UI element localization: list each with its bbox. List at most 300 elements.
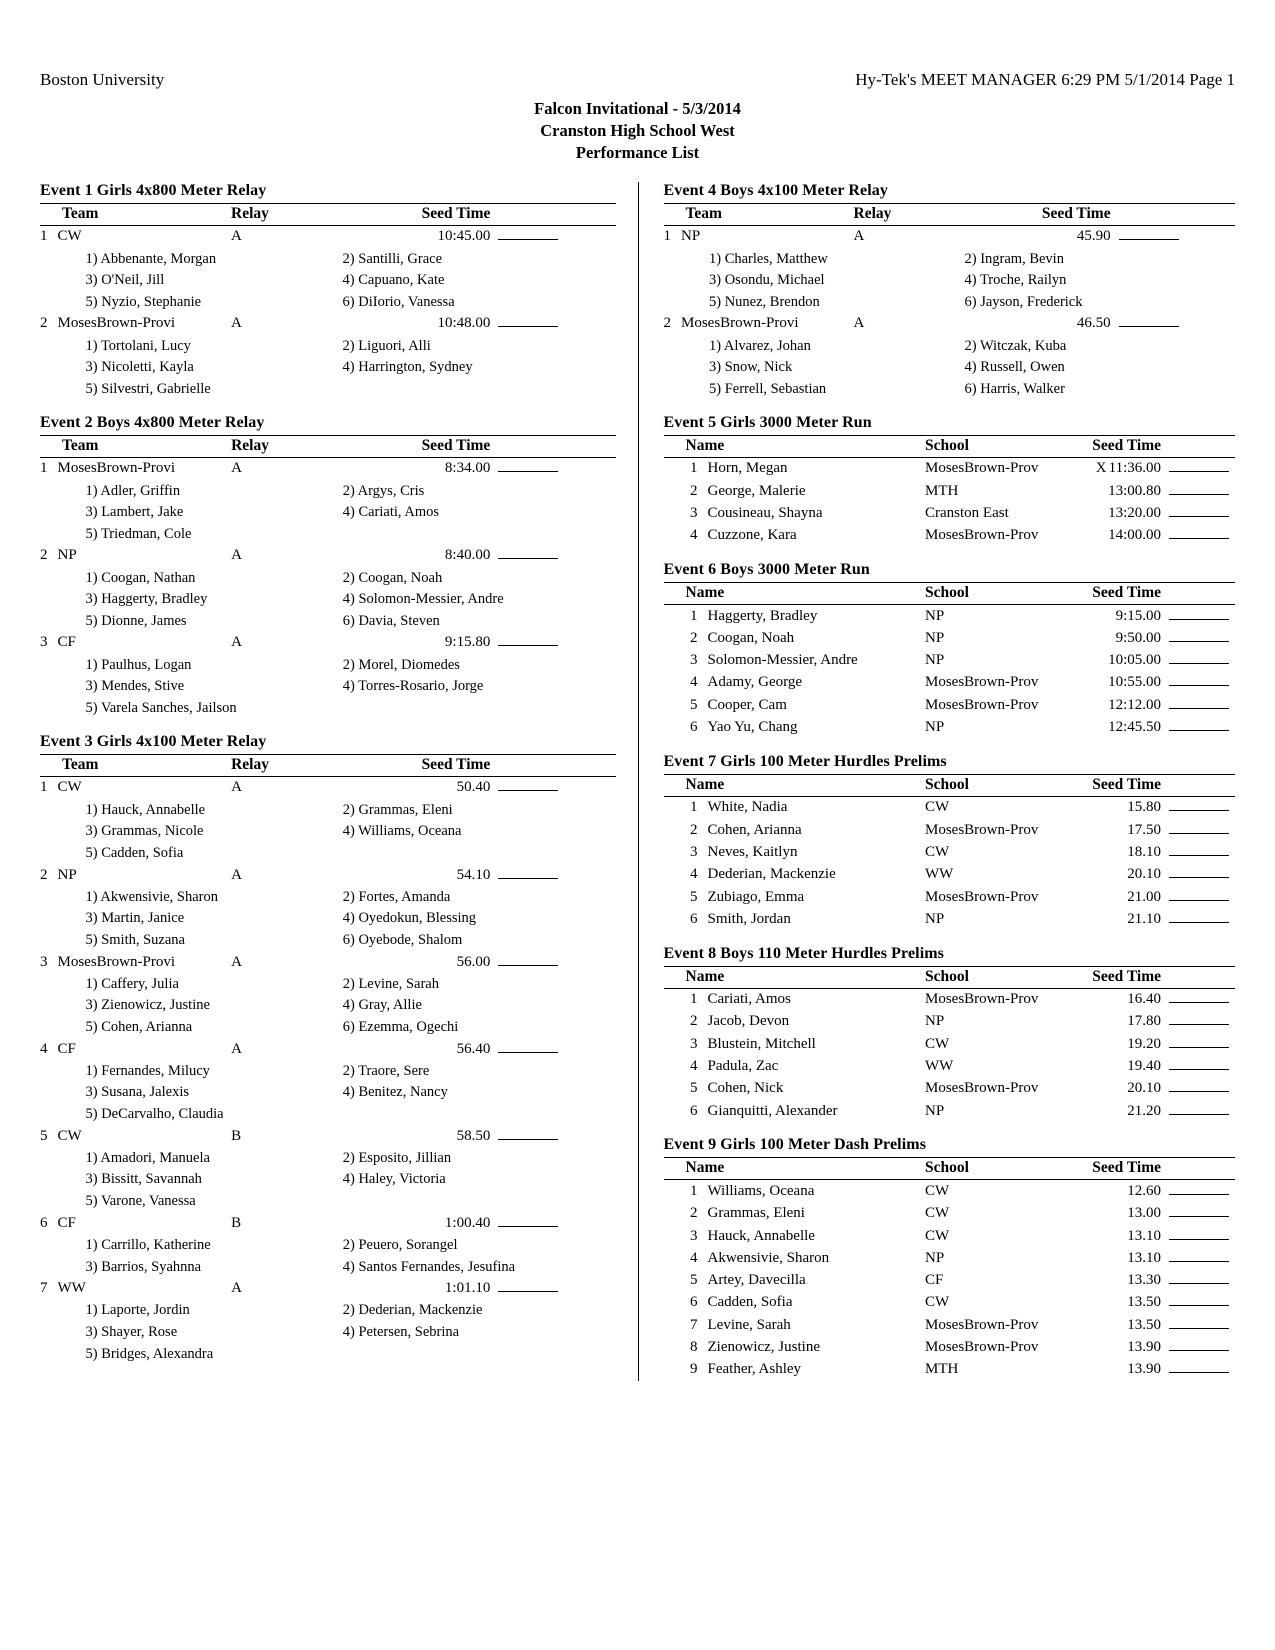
athlete-name-cell: Cariati, Amos <box>707 991 791 1008</box>
result-blank-cell <box>1111 313 1235 335</box>
athlete-name-cell: White, Nadia <box>707 799 788 816</box>
event-title: Event 7 Girls 100 Meter Hurdles Prelims <box>663 752 947 770</box>
athlete-name-cell: Gianquitti, Alexander <box>707 1102 838 1119</box>
result-blank-cell <box>490 1278 615 1300</box>
relay-athlete-name: 3) Zienowicz, Justine <box>85 997 210 1014</box>
result-blank-cell <box>1161 1270 1235 1292</box>
relay-athlete-name: 4) Torres-Rosario, Jorge <box>342 678 484 695</box>
relay-athlete-name: 1) Hauck, Annabelle <box>85 801 206 818</box>
table-row <box>40 457 616 480</box>
seed-time-cell: 13.10 <box>1127 1249 1161 1266</box>
spacer-cell <box>664 357 682 379</box>
spacer-cell <box>40 908 58 930</box>
relay-athlete-row <box>40 610 616 632</box>
place-cell: 1 <box>663 228 671 245</box>
result-blank-cell <box>1161 1314 1235 1336</box>
seed-time-cell: 19.40 <box>1127 1058 1161 1075</box>
write-in-line <box>1169 991 1229 1003</box>
result-blank-cell <box>490 545 615 567</box>
result-blank-cell <box>1161 841 1235 863</box>
relay-athlete-name: 3) Mendes, Stive <box>85 678 185 695</box>
spacer-cell <box>664 335 682 357</box>
write-in-line <box>1119 315 1179 327</box>
relay-athlete-name: 1) Adler, Griffin <box>85 482 181 499</box>
column-header <box>1161 966 1235 988</box>
result-blank-cell <box>1161 1225 1235 1247</box>
table-row <box>664 1180 1236 1203</box>
relay-athlete-name: 1) Laporte, Jordin <box>85 1302 190 1319</box>
relay-athlete-row <box>664 270 1236 292</box>
seed-time-cell: 13:00.80 <box>1108 482 1161 499</box>
result-blank-cell <box>490 1212 615 1234</box>
table-row <box>664 502 1236 524</box>
result-blank-cell <box>1161 627 1235 649</box>
relay-athlete-name: 3) Susana, Jalexis <box>85 1084 189 1101</box>
column-header <box>1161 1158 1235 1180</box>
school-cell: MosesBrown-Prov <box>925 527 1039 544</box>
column-header: Seed Time <box>337 435 491 457</box>
event-title: Event 8 Boys 110 Meter Hurdles Prelims <box>663 944 945 962</box>
spacer-cell <box>40 378 58 400</box>
table-row <box>40 1212 616 1234</box>
result-blank-cell <box>490 1038 615 1060</box>
relay-letter-cell: A <box>231 634 242 651</box>
relay-athlete-name: 5) Cadden, Sofia <box>85 844 184 861</box>
relay-athlete-name: 5) Smith, Suzana <box>85 931 185 948</box>
relay-athlete-row <box>40 357 616 379</box>
write-in-line <box>1169 1205 1229 1217</box>
seed-time-cell: 8:34.00 <box>444 460 491 477</box>
seed-time-cell: 19.20 <box>1127 1035 1161 1052</box>
relay-letter-cell: A <box>853 315 865 332</box>
table-row <box>664 457 1236 480</box>
column-header: Team <box>664 203 854 225</box>
write-in-line <box>1169 1294 1229 1306</box>
school-cell: CF <box>925 1272 944 1289</box>
event-table <box>664 435 1236 547</box>
write-in-line <box>1119 228 1179 240</box>
school-cell: MosesBrown-Prov <box>925 821 1039 838</box>
relay-athlete-row <box>40 973 616 995</box>
write-in-line <box>498 779 558 791</box>
seed-time-cell: 21.10 <box>1127 910 1161 927</box>
table-header-row <box>40 203 616 225</box>
relay-athlete-name: 4) Russell, Owen <box>964 359 1065 376</box>
school-cell: NP <box>925 910 945 927</box>
spacer-cell <box>40 676 58 698</box>
table-header-row <box>664 966 1236 988</box>
school-cell: CW <box>925 1227 950 1244</box>
result-blank-cell <box>1161 1247 1235 1269</box>
column-header: Name <box>664 435 926 457</box>
place-cell: 5 <box>690 1272 698 1289</box>
event-table <box>40 754 616 1365</box>
place-cell: 4 <box>690 866 698 883</box>
relay-athlete-row <box>40 676 616 698</box>
relay-athlete-name: 5) Cohen, Arianna <box>85 1018 193 1035</box>
relay-athlete-name: 3) Grammas, Nicole <box>85 823 204 840</box>
relay-athlete-name: 1) Coogan, Nathan <box>85 569 196 586</box>
column-header: Relay <box>231 754 337 776</box>
result-blank-cell <box>1161 694 1235 716</box>
relay-athlete-name: 5) Silvestri, Gabrielle <box>85 380 211 397</box>
seed-time-cell: 56.00 <box>456 953 491 970</box>
relay-athlete-name <box>337 842 616 864</box>
place-cell: 1 <box>40 779 48 796</box>
relay-athlete-row <box>664 357 1236 379</box>
seed-time-cell: 54.10 <box>456 866 491 883</box>
relay-athlete-name <box>337 1191 616 1213</box>
relay-athlete-row <box>40 480 616 502</box>
place-cell: 5 <box>690 888 698 905</box>
seed-time-cell: 10:55.00 <box>1108 674 1161 691</box>
team-cell: NP <box>57 547 77 564</box>
table-row <box>664 1033 1236 1055</box>
spacer-cell <box>40 1016 58 1038</box>
relay-athlete-name: 1) Abbenante, Morgan <box>85 250 217 267</box>
seed-time-cell: 10:05.00 <box>1108 652 1161 669</box>
relay-athlete-name: 4) Benitez, Nancy <box>342 1084 448 1101</box>
event-table <box>664 966 1236 1123</box>
place-cell: 8 <box>690 1338 698 1355</box>
event-title: Event 1 Girls 4x800 Meter Relay <box>40 181 267 199</box>
athlete-name-cell: Padula, Zac <box>707 1058 779 1075</box>
table-header-row <box>40 754 616 776</box>
seed-time-cell: 21.00 <box>1127 888 1161 905</box>
team-cell: CW <box>57 1127 82 1144</box>
relay-athlete-name: 1) Carrillo, Katherine <box>85 1236 211 1253</box>
result-blank-cell <box>1161 1011 1235 1033</box>
place-cell: 2 <box>690 629 698 646</box>
school-cell: MTH <box>925 482 959 499</box>
place-cell: 6 <box>690 1102 698 1119</box>
school-cell: NP <box>925 652 945 669</box>
result-blank-cell <box>1161 886 1235 908</box>
relay-athlete-name: 1) Alvarez, Johan <box>709 337 811 354</box>
relay-athlete-row <box>40 1234 616 1256</box>
school-cell: NP <box>925 719 945 736</box>
result-blank-cell <box>1161 1056 1235 1078</box>
result-blank-cell <box>1161 1078 1235 1100</box>
result-blank-cell <box>1111 225 1235 248</box>
write-in-line <box>1169 630 1229 642</box>
meet-title-block <box>40 98 1235 164</box>
event-title: Event 4 Boys 4x100 Meter Relay <box>663 181 888 199</box>
team-cell: MosesBrown-Provi <box>57 460 176 477</box>
relay-athlete-name: 6) Harris, Walker <box>964 380 1065 397</box>
header-left-text: Boston University <box>40 70 165 89</box>
table-row <box>40 1038 616 1060</box>
table-row <box>40 776 616 799</box>
table-header-row <box>664 203 1236 225</box>
place-cell: 6 <box>40 1214 48 1231</box>
write-in-line <box>1169 1272 1229 1284</box>
result-blank-cell <box>1161 1180 1235 1203</box>
place-cell: 5 <box>40 1127 48 1144</box>
table-row <box>664 1292 1236 1314</box>
column-header: Name <box>664 1158 926 1180</box>
column-header: Relay <box>231 203 337 225</box>
athlete-name-cell: Feather, Ashley <box>707 1361 802 1378</box>
relay-athlete-name: 2) Argys, Cris <box>342 482 425 499</box>
relay-athlete-name: 1) Fernandes, Milucy <box>85 1062 210 1079</box>
relay-athlete-name: 4) Williams, Oceana <box>342 823 462 840</box>
result-blank-cell <box>1161 864 1235 886</box>
place-cell: 4 <box>690 1058 698 1075</box>
relay-athlete-name: 1) Charles, Matthew <box>709 250 828 267</box>
spacer-cell <box>40 502 58 524</box>
spacer-cell <box>40 480 58 502</box>
relay-athlete-name: 4) Gray, Allie <box>342 997 422 1014</box>
table-row <box>664 1247 1236 1269</box>
event-table <box>40 435 616 719</box>
relay-athlete-row <box>40 1104 616 1126</box>
relay-athlete-row <box>40 1016 616 1038</box>
school-cell: CW <box>925 1205 950 1222</box>
place-cell: 9 <box>690 1361 698 1378</box>
spacer-cell <box>40 610 58 632</box>
athlete-name-cell: George, Malerie <box>707 482 806 499</box>
place-cell: 3 <box>690 504 698 521</box>
seed-time-cell: 13.90 <box>1127 1338 1161 1355</box>
result-blank-cell <box>490 225 615 248</box>
athlete-name-cell: Solomon-Messier, Andre <box>707 652 858 669</box>
athlete-name-cell: Levine, Sarah <box>707 1316 791 1333</box>
relay-athlete-row <box>40 1147 616 1169</box>
table-row <box>40 864 616 886</box>
table-row <box>40 1125 616 1147</box>
spacer-cell <box>664 291 682 313</box>
athlete-name-cell: Blustein, Mitchell <box>707 1035 816 1052</box>
write-in-line <box>498 634 558 646</box>
spacer-cell <box>40 842 58 864</box>
table-row <box>40 225 616 248</box>
spacer-cell <box>40 1082 58 1104</box>
relay-letter-cell: A <box>231 315 242 332</box>
write-in-line <box>1169 799 1229 811</box>
relay-athlete-name: 4) Oyedokun, Blessing <box>342 910 477 927</box>
spacer-cell <box>40 886 58 908</box>
header-right-text: Hy-Tek's MEET MANAGER 6:29 PM 5/1/2014 Page 1 <box>855 70 1235 89</box>
relay-athlete-name: 6) Davia, Steven <box>342 612 440 629</box>
relay-letter-cell: A <box>231 547 242 564</box>
result-blank-cell <box>1161 502 1235 524</box>
table-row <box>664 1100 1236 1122</box>
column-header: Team <box>40 754 231 776</box>
relay-athlete-row <box>40 1082 616 1104</box>
athlete-name-cell: Coogan, Noah <box>707 629 795 646</box>
write-in-line <box>1169 1339 1229 1351</box>
column-header: School <box>925 1158 1065 1180</box>
table-row <box>664 988 1236 1011</box>
school-cell: MosesBrown-Prov <box>925 1338 1039 1355</box>
result-blank-cell <box>1161 605 1235 628</box>
seed-time-cell: 46.50 <box>1076 315 1111 332</box>
school-cell: MTH <box>925 1361 959 1378</box>
seed-time-cell: 13.90 <box>1127 1361 1161 1378</box>
table-row <box>664 1225 1236 1247</box>
result-blank-cell <box>490 951 615 973</box>
spacer-cell <box>664 378 682 400</box>
relay-athlete-name: 3) O'Neil, Jill <box>85 272 165 289</box>
result-blank-cell <box>1161 480 1235 502</box>
place-cell: 4 <box>690 1249 698 1266</box>
result-blank-cell <box>1161 1203 1235 1225</box>
column-header: School <box>925 774 1065 796</box>
athlete-name-cell: Artey, Davecilla <box>707 1272 806 1289</box>
table-row <box>664 1203 1236 1225</box>
table-row <box>664 672 1236 694</box>
place-cell: 1 <box>690 607 698 624</box>
write-in-line <box>1169 911 1229 923</box>
seed-time-cell: 15.80 <box>1127 799 1161 816</box>
relay-athlete-name: 1) Akwensivie, Sharon <box>85 888 218 905</box>
athlete-name-cell: Smith, Jordan <box>707 910 791 927</box>
relay-athlete-name <box>337 1104 616 1126</box>
relay-athlete-row <box>40 502 616 524</box>
relay-athlete-name: 4) Capuano, Kate <box>342 272 445 289</box>
result-blank-cell <box>1161 457 1235 480</box>
athlete-name-cell: Yao Yu, Chang <box>707 719 798 736</box>
table-row <box>40 632 616 654</box>
relay-athlete-row <box>40 248 616 270</box>
write-in-line <box>1169 822 1229 834</box>
write-in-line <box>1169 527 1229 539</box>
athlete-name-cell: Cousineau, Shayna <box>707 504 823 521</box>
place-cell: 2 <box>690 1205 698 1222</box>
table-row <box>40 951 616 973</box>
seed-time-cell: 12.60 <box>1127 1182 1161 1199</box>
seed-time-cell: 1:00.40 <box>444 1214 491 1231</box>
write-in-line <box>1169 652 1229 664</box>
column-header: Seed Time <box>337 754 491 776</box>
column-header <box>490 754 615 776</box>
write-in-line <box>1169 674 1229 686</box>
school-cell: MosesBrown-Prov <box>925 674 1039 691</box>
table-row <box>664 525 1236 547</box>
result-blank-cell <box>1161 1033 1235 1055</box>
place-cell: 2 <box>690 1013 698 1030</box>
team-cell: NP <box>681 228 701 245</box>
write-in-line <box>1169 866 1229 878</box>
seed-time-cell: 13.30 <box>1127 1272 1161 1289</box>
event-table <box>664 203 1236 400</box>
column-header: Seed Time <box>1065 1158 1161 1180</box>
event-table <box>664 1157 1236 1381</box>
spacer-cell <box>40 821 58 843</box>
event-title: Event 3 Girls 4x100 Meter Relay <box>40 732 267 750</box>
school-cell: NP <box>925 1102 945 1119</box>
relay-athlete-name: 2) Grammas, Eleni <box>342 801 453 818</box>
relay-athlete-name: 2) Morel, Diomedes <box>342 656 460 673</box>
result-blank-cell <box>1161 1336 1235 1358</box>
relay-athlete-row <box>40 523 616 545</box>
result-blank-cell <box>1161 672 1235 694</box>
team-cell: CW <box>57 779 82 796</box>
relay-athlete-row <box>40 589 616 611</box>
relay-athlete-name: 3) Martin, Janice <box>85 910 185 927</box>
relay-athlete-row <box>40 270 616 292</box>
spacer-cell <box>40 357 58 379</box>
school-cell: WW <box>925 1058 954 1075</box>
relay-athlete-row <box>40 378 616 400</box>
place-cell: 6 <box>690 719 698 736</box>
event-title: Event 9 Girls 100 Meter Dash Prelims <box>663 1136 927 1154</box>
place-cell: 1 <box>690 991 698 1008</box>
seed-time-cell: 8:40.00 <box>444 547 491 564</box>
table-row <box>664 908 1236 930</box>
write-in-line <box>1169 1361 1229 1373</box>
spacer-cell <box>40 567 58 589</box>
place-cell: 2 <box>690 821 698 838</box>
table-row <box>40 313 616 335</box>
column-header <box>1161 583 1235 605</box>
place-cell: 6 <box>690 910 698 927</box>
event-table <box>664 582 1236 739</box>
result-blank-cell <box>1161 819 1235 841</box>
school-cell: MosesBrown-Prov <box>925 1316 1039 1333</box>
table-row <box>664 1270 1236 1292</box>
spacer-cell <box>40 1256 58 1278</box>
write-in-line <box>1169 1080 1229 1092</box>
team-cell: CF <box>57 1214 76 1231</box>
relay-athlete-row <box>40 1343 616 1365</box>
relay-letter-cell: A <box>231 228 242 245</box>
seed-qualifier-flag: X <box>1095 460 1107 477</box>
two-column-body <box>40 182 1235 1381</box>
place-cell: 4 <box>690 527 698 544</box>
write-in-line <box>498 460 558 472</box>
event-title: Event 2 Boys 4x800 Meter Relay <box>40 413 265 431</box>
table-row <box>664 605 1236 628</box>
athlete-name-cell: Cooper, Cam <box>707 696 787 713</box>
relay-athlete-name: 1) Paulhus, Logan <box>85 656 192 673</box>
relay-athlete-row <box>40 1256 616 1278</box>
place-cell: 2 <box>40 315 48 332</box>
spacer-cell <box>664 248 682 270</box>
column-header: Relay <box>854 203 959 225</box>
column-header: Seed Time <box>959 203 1111 225</box>
athlete-name-cell: Hauck, Annabelle <box>707 1227 815 1244</box>
column-divider <box>638 182 639 1381</box>
relay-athlete-name <box>337 1343 616 1365</box>
table-header-row <box>664 1158 1236 1180</box>
athlete-name-cell: Zubiago, Emma <box>707 888 805 905</box>
spacer-cell <box>40 929 58 951</box>
relay-athlete-name: 5) Nunez, Brendon <box>709 293 820 310</box>
seed-time-cell: 14:00.00 <box>1108 527 1161 544</box>
result-blank-cell <box>490 776 615 799</box>
school-cell: MosesBrown-Prov <box>925 460 1039 477</box>
athlete-name-cell: Cadden, Sofia <box>707 1294 793 1311</box>
page-header <box>40 70 1235 90</box>
table-row <box>664 480 1236 502</box>
write-in-line <box>1169 719 1229 731</box>
place-cell: 7 <box>40 1280 48 1297</box>
relay-athlete-row <box>40 1060 616 1082</box>
place-cell: 1 <box>690 1182 698 1199</box>
relay-letter-cell: A <box>231 1280 242 1297</box>
write-in-line <box>1169 1228 1229 1240</box>
athlete-name-cell: Horn, Megan <box>707 460 788 477</box>
relay-letter-cell: B <box>231 1127 242 1144</box>
column-header <box>1161 435 1235 457</box>
spacer-cell <box>40 1234 58 1256</box>
relay-letter-cell: A <box>231 1040 242 1057</box>
seed-time-cell: 10:48.00 <box>437 315 491 332</box>
meet-venue: Cranston High School West <box>540 120 735 140</box>
relay-athlete-row <box>40 1321 616 1343</box>
